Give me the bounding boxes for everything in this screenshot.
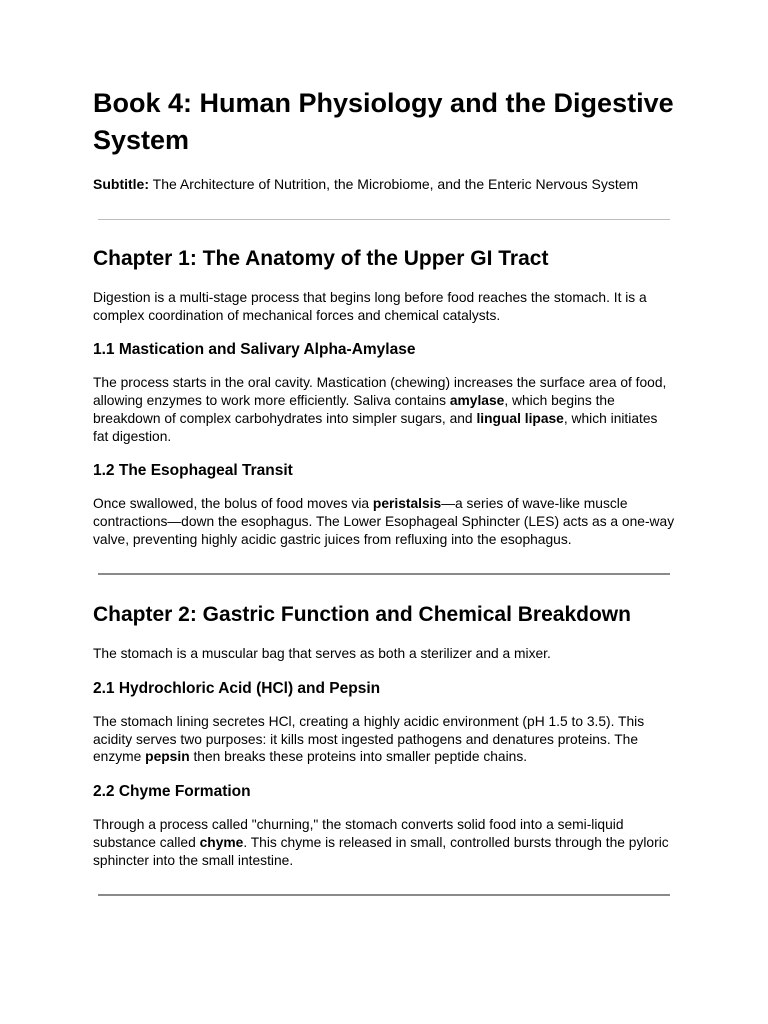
section-1-1-text-3: , which initiates fat digestion. [93, 410, 658, 444]
section-2-2-title: 2.2 Chyme Formation [93, 783, 251, 801]
term-pepsin: pepsin [145, 749, 190, 765]
section-2-1-text-1: The stomach lining secretes HCl, creating a highly acidic environment (pH 1.5 to 3.5). This acidity serves two purposes: it kills most ingested pathogens and denatures proteins. The enzyme [93, 714, 645, 765]
term-lingual-lipase: lingual lipase [476, 410, 564, 426]
section-1-2-text-1: Once swallowed, the bolus of food moves via [93, 496, 373, 512]
title-divider [98, 219, 670, 220]
subtitle-label: Subtitle: [93, 176, 149, 192]
term-amylase: amylase [449, 393, 505, 409]
chapter-1-title: Chapter 1: The Anatomy of the Upper GI Tract [93, 247, 549, 270]
chapter-1-intro: Digestion is a multi-stage process that begins long before food reaches the stomach. It is a complex coordination of mechanical forces and chemical catalysts. [93, 290, 647, 323]
section-1-2-body [93, 495, 675, 548]
section-1-2-title: 1.2 The Esophageal Transit [93, 462, 293, 480]
section-2-2-body [93, 816, 675, 869]
chapter-2-title: Chapter 2: Gastric Function and Chemical Breakdown [93, 603, 631, 627]
section-1-1-text-1: The process starts in the oral cavity. Mastication (chewing) increases the surface area of food, allowing enzymes to work more efficiently. Saliva contains [93, 375, 667, 409]
term-peristalsis: peristalsis [372, 496, 442, 512]
book-title: Book 4: Human Physiology and the Digestive System [93, 88, 674, 155]
chapter-divider [98, 573, 670, 575]
section-2-1-text-2: then breaks these proteins into smaller peptide chains. [189, 749, 528, 765]
section-2-2-text-2: . This chyme is released in small, controlled bursts through the pyloric sphincter into the small intestine. [93, 834, 669, 868]
section-2-1-body [93, 713, 675, 766]
section-1-2-text-2: —a series of wave-like muscle contractions—down the esophagus. The Lower Esophageal Sphincter (LES) acts as a one-way valve, preventing highly acidic gastric juices from refluxing into the esophagus. [93, 496, 675, 547]
section-1-1-body [93, 374, 675, 445]
section-1-1-text-2: , which begins the breakdown of complex carbohydrates into simpler sugars, and [93, 393, 615, 426]
chapter-divider [98, 894, 670, 896]
section-2-1-title: 2.1 Hydrochloric Acid (HCl) and Pepsin [93, 680, 381, 698]
chapter-2-intro: The stomach is a muscular bag that serves as both a sterilizer and a mixer. [93, 646, 551, 662]
book-subtitle [93, 175, 675, 193]
term-chyme: chyme [199, 834, 244, 850]
section-1-1-title: 1.1 Mastication and Salivary Alpha-Amylase [93, 341, 416, 359]
subtitle-text: The Architecture of Nutrition, the Microbiome, and the Enteric Nervous System [149, 176, 639, 192]
section-2-2-text-1: Through a process called "churning," the stomach converts solid food into a semi-liquid substance called [93, 817, 624, 850]
